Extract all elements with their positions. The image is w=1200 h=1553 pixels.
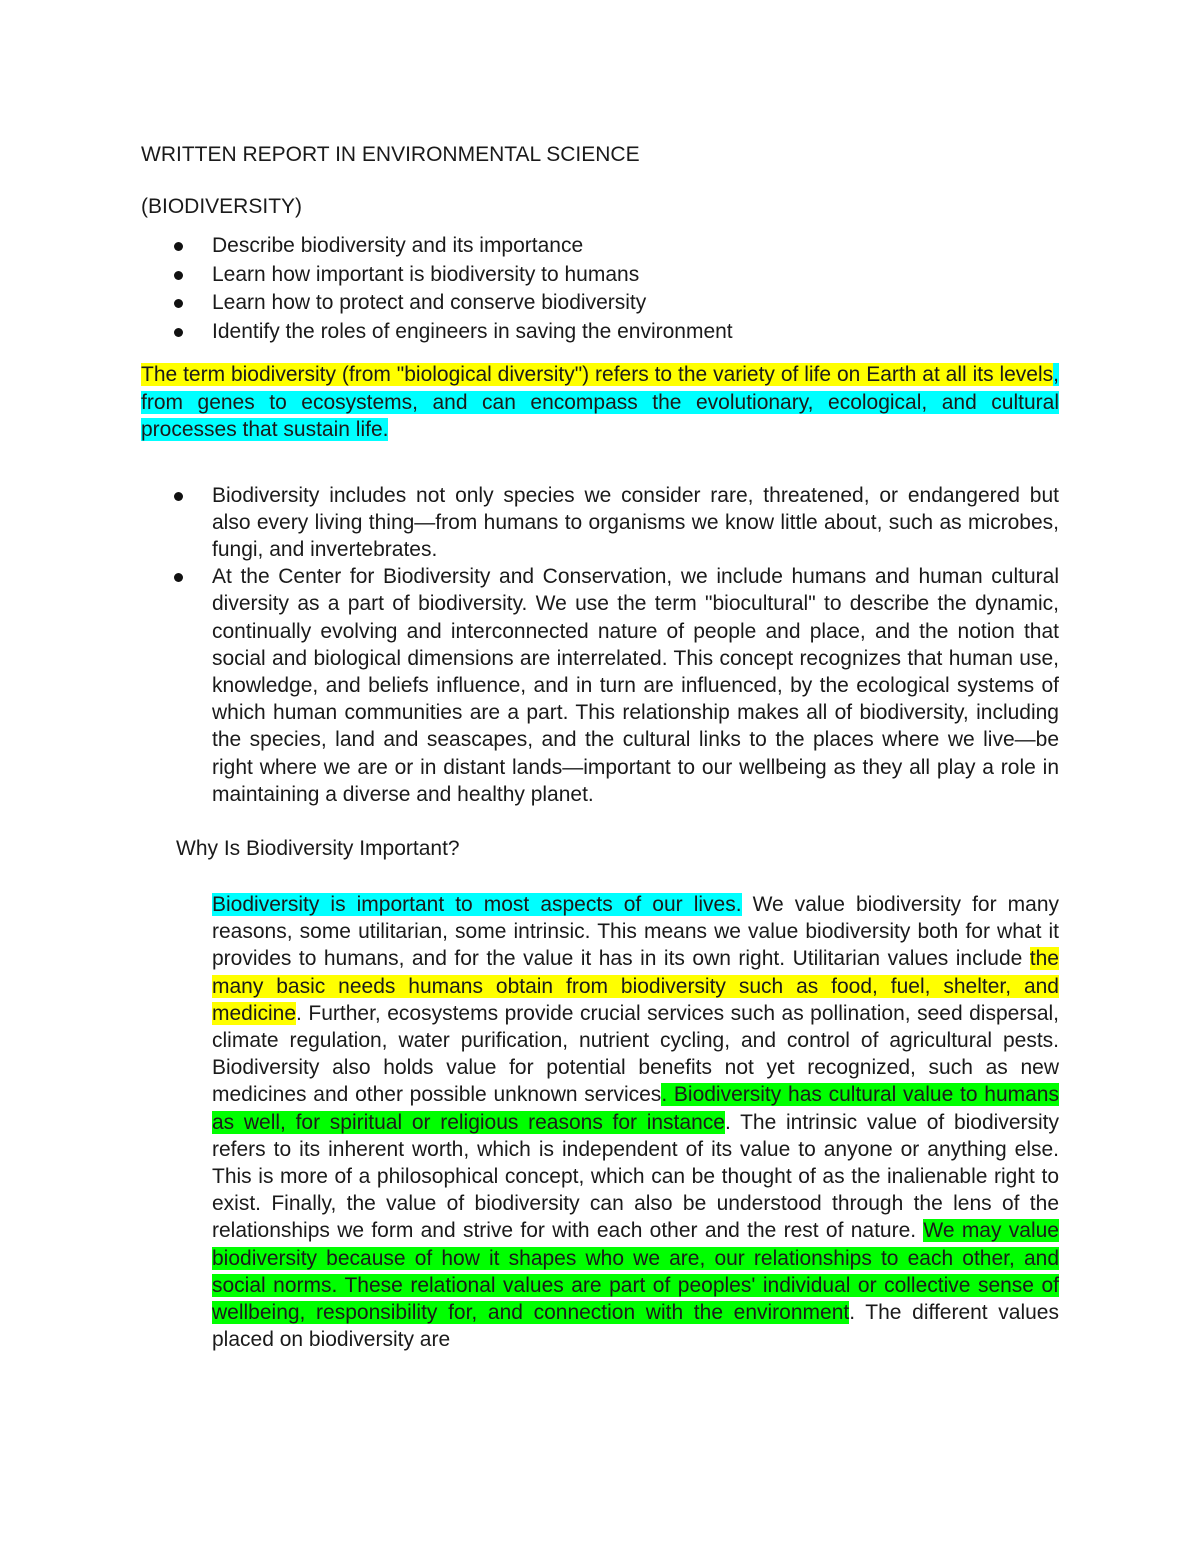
importance-highlight-cyan: Biodiversity is important to most aspects of our lives. — [212, 892, 742, 916]
fact-item — [141, 482, 1059, 564]
objectives-list — [141, 232, 1059, 346]
objective-text: Identify the roles of engineers in saving the environment — [212, 319, 733, 343]
importance-text: . The intrinsic value of biodiversity refers to its inherent worth, which is independent of its value to anyone or anything else. This is more of a philosophical concept, which can be thought of as the inalienable right to exist. Finally, the value of biodiversity can also be understood through the lens of the relationships we form and strive for with each other and the rest of nature. — [212, 1110, 1059, 1243]
objective-text: Describe biodiversity and its importance — [212, 234, 584, 257]
bullet-icon — [174, 573, 183, 582]
bullet-icon — [174, 328, 183, 337]
definition-highlight-cyan: , from genes to ecosystems, and can encompass the evolutionary, ecological, and cultural processes that sustain life. — [141, 363, 1059, 441]
bullet-icon — [174, 492, 183, 501]
section-heading: Why Is Biodiversity Important? — [176, 836, 460, 860]
definition-highlight-yellow: The term biodiversity (from "biological diversity") refers to the variety of life on Earth at all its levels — [141, 363, 1054, 386]
objective-text: Learn how important is biodiversity to humans — [212, 262, 640, 286]
objective-item — [141, 318, 1059, 347]
importance-highlight-green: . Biodiversity has cultural value to humans as well, for spiritual or religious reasons for instance — [212, 1083, 1059, 1134]
fact-text: Biodiversity includes not only species we consider rare, threatened, or endangered but also every living thing—from humans to organisms we know little about, such as microbes, fungi, and invertebrates. — [212, 483, 1059, 561]
document-subtitle: (BIODIVERSITY) — [141, 195, 303, 218]
bullet-icon — [174, 299, 183, 308]
bullet-icon — [174, 271, 183, 280]
facts-list — [141, 482, 1059, 808]
importance-highlight-yellow: the many basic needs humans obtain from biodiversity such as food, fuel, shelter, and medicine — [212, 947, 1059, 1025]
fact-text: At the Center for Biodiversity and Conservation, we include humans and human cultural diversity as a part of biodiversity. We use the term "biocultural" to describe the dynamic, continually evolving and interconnected nature of people and place, and the notion that social and biological dimensions are interrelated. This concept recognizes that human use, knowledge, and beliefs influence, and in turn are influenced, by the ecological systems of which human communities are a part. This relationship makes all of biodiversity, including the species, land and seascapes, and the cultural links to the places where we live—be right where we are or in distant lands—important to our wellbeing as they all play a role in maintaining a diverse and healthy planet. — [212, 565, 1059, 806]
document-page — [141, 140, 1059, 1353]
importance-text: We value biodiversity for many reasons, some utilitarian, some intrinsic. This means we value biodiversity both for what it provides to humans, and for the value it has in its own right. Utilitarian values include — [212, 892, 1059, 971]
importance-highlight-green: We may value biodiversity because of how it shapes who we are, our relationships to each other, and social norms. These relational values are part of peoples' individual or collective sense of wellbeing, responsibility for, and connection with the environment — [212, 1219, 1059, 1324]
importance-text: . The different values placed on biodiversity are — [212, 1300, 1059, 1352]
importance-paragraph — [212, 891, 1059, 1353]
objective-item — [141, 289, 1059, 318]
fact-item — [141, 563, 1059, 808]
objective-item — [141, 261, 1059, 290]
objective-item — [141, 232, 1059, 261]
objective-text: Learn how to protect and conserve biodiversity — [212, 291, 647, 314]
bullet-icon — [174, 242, 183, 251]
importance-text: . Further, ecosystems provide crucial services such as pollination, seed dispersal, climate regulation, water purification, nutrient cycling, and control of agricultural pests. Biodiversity also holds value for potential benefits not yet recognized, such as new medicines and other possible unknown services — [212, 1001, 1059, 1107]
document-title: WRITTEN REPORT IN ENVIRONMENTAL SCIENCE — [141, 143, 640, 166]
definition-paragraph — [141, 361, 1059, 444]
